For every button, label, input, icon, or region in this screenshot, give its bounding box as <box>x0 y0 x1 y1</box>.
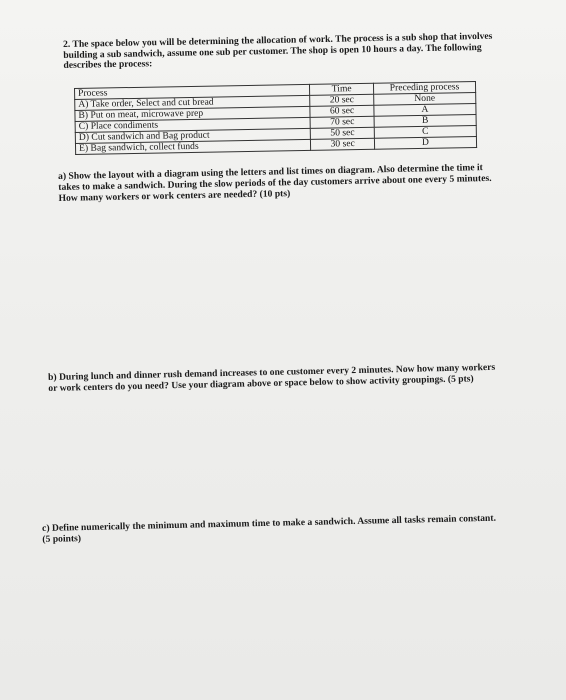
header-process: Process <box>75 84 310 99</box>
header-time: Time <box>310 83 374 95</box>
time-cell: 30 sec <box>311 138 375 150</box>
preceding-cell: D <box>374 136 476 149</box>
time-cell: 50 sec <box>311 127 375 139</box>
question-part-a: a) Show the layout with a diagram using the letters and list times on diagram. Also determine the time it takes to make a sandwich. During the slow periods of the day customers arrive about one every 5 minutes. How many workers or work centers are needed? (10 pts) <box>58 162 492 204</box>
header-preceding: Preceding process <box>373 81 475 94</box>
question-2-intro: 2. The space below you will be determining the allocation of work. The process is a sub shop that involves building a sub sandwich, assume one sub per customer. The shop is open 10 hours a day. The following describes the process: <box>62 30 493 72</box>
process-cell: B) Put on meat, microwave prep <box>75 106 310 121</box>
process-cell: D) Cut sandwich and Bag product <box>75 128 310 143</box>
preceding-cell: C <box>374 125 476 138</box>
preceding-cell: A <box>374 103 476 116</box>
process-cell: E) Bag sandwich, collect funds <box>75 139 310 154</box>
time-cell: 70 sec <box>310 116 374 128</box>
preceding-cell: B <box>374 114 476 127</box>
process-table <box>74 81 477 155</box>
time-cell: 20 sec <box>310 94 374 106</box>
question-part-c: c) Define numerically the minimum and maximum time to make a sandwich. Assume all tasks remain constant. (5 points) <box>42 512 497 545</box>
process-cell: C) Place condiments <box>75 117 310 132</box>
preceding-cell: None <box>374 92 476 105</box>
question-part-b: b) During lunch and dinner rush demand increases to one customer every 2 minutes. Now how many workers or work centers do you need? Use your diagram above or space below to show activity groupings. (5 pts) <box>48 361 496 394</box>
time-cell: 60 sec <box>310 105 374 117</box>
process-cell: A) Take order, Select and cut bread <box>75 95 310 110</box>
